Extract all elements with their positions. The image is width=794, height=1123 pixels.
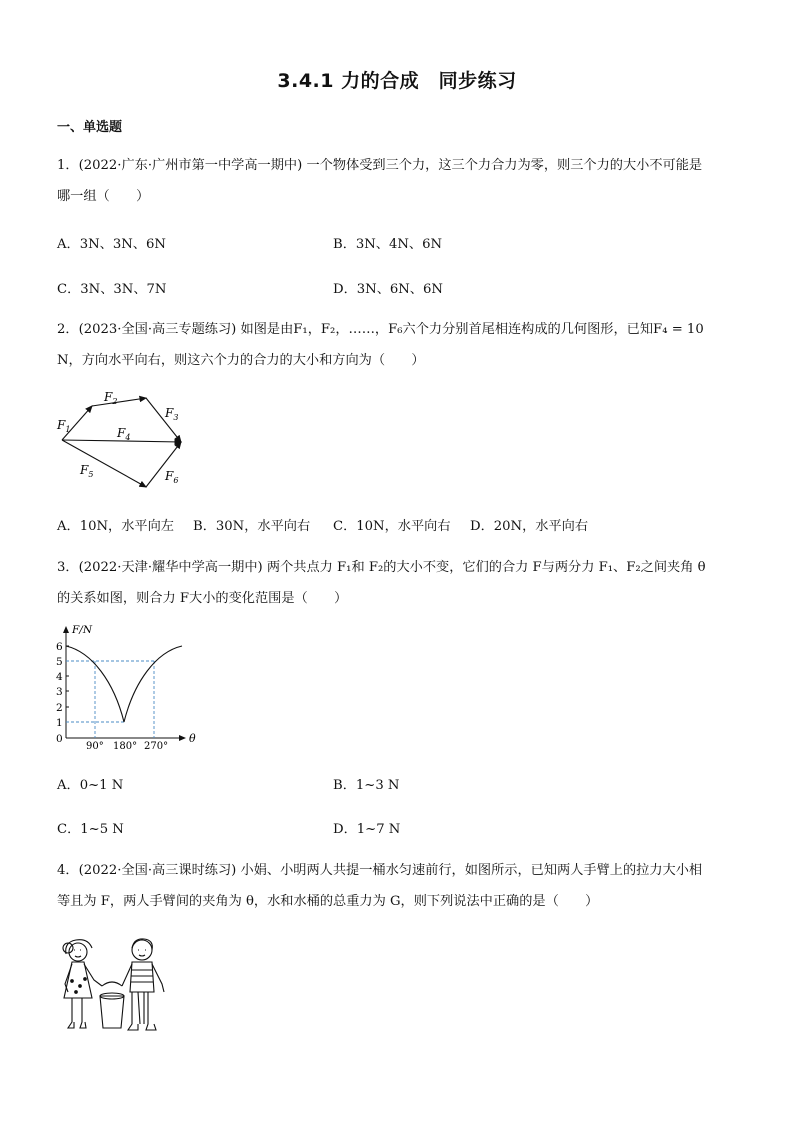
y-tick-2: 2 bbox=[56, 702, 63, 714]
x-tick-180: 180° bbox=[113, 741, 138, 752]
page-title: 3.4.1 力的合成 同步练习 bbox=[277, 70, 517, 92]
y-tick-3: 3 bbox=[56, 686, 63, 698]
resultant-curve bbox=[66, 646, 182, 722]
q3-option-c: C．1~5 N bbox=[57, 822, 124, 837]
q4-stem-line2: 等且为 F，两人手臂间的夹角为 θ，水和水桶的总重力为 G，则下列说法中正确的是（ ） bbox=[57, 894, 599, 909]
q2-option-c: C．10N，水平向右 bbox=[333, 519, 451, 534]
q3-option-a: A．0~1 N bbox=[57, 778, 124, 793]
force-angle-graph bbox=[52, 622, 202, 752]
q1-stem-line1: 1．(2022·广东·广州市第一中学高一期中) 一个物体受到三个力，这三个力合力为零，则三个力的大小不可能是 bbox=[57, 158, 703, 173]
y-tick-4: 4 bbox=[56, 671, 63, 683]
f5-label: $F_5$ bbox=[80, 463, 94, 479]
x-axis-label: θ bbox=[189, 732, 196, 745]
f4-arrow bbox=[62, 440, 181, 442]
q1-stem-line2: 哪一组（ ） bbox=[57, 189, 150, 204]
y-tick-6: 6 bbox=[56, 641, 63, 653]
f1-arrow bbox=[62, 406, 92, 440]
q4-stem-line1: 4．(2022·全国·高三课时练习) 小娟、小明两人共提一桶水匀速前行，如图所示，已知两人手臂上的拉力大小相 bbox=[57, 863, 703, 878]
q3-option-d: D．1~7 N bbox=[333, 822, 401, 837]
x-tick-90: 90° bbox=[86, 741, 104, 752]
q3-stem-line2: 的关系如图，则合力 F大小的变化范围是（ ） bbox=[57, 591, 348, 606]
f6-label: $F_6$ bbox=[165, 469, 179, 485]
q1-option-c: C．3N、3N、7N bbox=[57, 282, 167, 297]
q2-stem-line2: N，方向水平向右，则这六个力的合力的大小和方向为（ ） bbox=[57, 353, 425, 368]
f5-arrow bbox=[62, 440, 146, 487]
x-tick-270: 270° bbox=[144, 741, 169, 752]
y-tick-5: 5 bbox=[56, 656, 63, 668]
q1-option-d: D．3N、6N、6N bbox=[333, 282, 443, 297]
q3-stem-line1: 3．(2022·天津·耀华中学高一期中) 两个共点力 F₁和 F₂的大小不变，它们的合力 F与两分力 F₁、F₂之间夹角 θ bbox=[57, 560, 706, 575]
section-title: 一、单选题 bbox=[57, 120, 123, 135]
f2-label: $F_2$ bbox=[104, 390, 118, 406]
q2-option-b: B．30N，水平向右 bbox=[193, 519, 311, 534]
two-children-carrying-bucket-illustration bbox=[58, 936, 174, 1036]
q3-option-b: B．1~3 N bbox=[333, 778, 400, 793]
y-axis-label: F/N bbox=[72, 624, 93, 636]
y-tick-1: 1 bbox=[56, 717, 63, 729]
f4-label: $F_4$ bbox=[117, 426, 131, 442]
y-tick-0: 0 bbox=[56, 733, 63, 745]
f2-arrow bbox=[92, 398, 146, 406]
q1-option-a: A．3N、3N、6N bbox=[57, 237, 166, 252]
force-polygon-figure bbox=[52, 388, 192, 493]
q2-option-a: A．10N，水平向左 bbox=[57, 519, 174, 534]
f1-label: $F_1$ bbox=[57, 418, 71, 434]
q1-option-b: B．3N、4N、6N bbox=[333, 237, 443, 252]
f3-label: $F_3$ bbox=[165, 406, 179, 422]
q2-stem-line1: 2．(2023·全国·高三专题练习) 如图是由F₁，F₂，……，F₆六个力分别首尾相连构成的几何图形，已知F₄ = 10 bbox=[57, 322, 704, 337]
q2-option-d: D．20N，水平向右 bbox=[470, 519, 589, 534]
